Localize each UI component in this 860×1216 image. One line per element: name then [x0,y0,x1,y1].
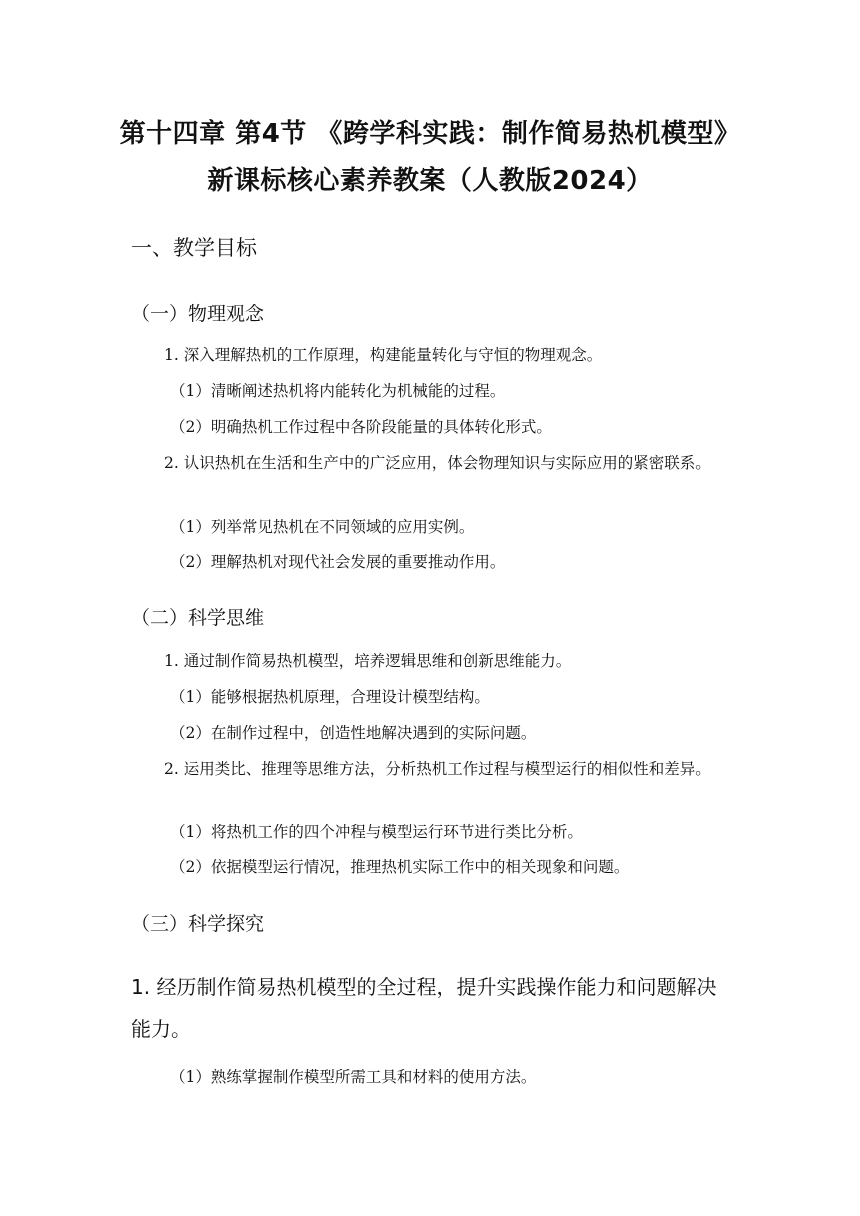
objective-item: 2. 运用类比、推理等思维方法，分析热机工作过程与模型运行的相似性和差异。 [164,760,711,778]
document-title-line-1: 第十四章 第4节 《跨学科实践：制作简易热机模型》 [119,119,741,149]
subsection-heading-physics-concepts: （一）物理观念 [131,303,265,325]
objective-subitem: （1）将热机工作的四个冲程与模型运行环节进行类比分析。 [170,823,583,841]
document-title-line-2: 新课标核心素养教案（人教版2024） [207,166,653,196]
objective-subitem: （1）熟练掌握制作模型所需工具和材料的使用方法。 [170,1068,537,1086]
subsection-heading-scientific-inquiry: （三）科学探究 [131,913,265,935]
objective-item: 2. 认识热机在生活和生产中的广泛应用，体会物理知识与实际应用的紧密联系。 [164,454,711,472]
objective-subitem: （1）清晰阐述热机将内能转化为机械能的过程。 [170,382,506,400]
objective-subitem: （1）能够根据热机原理，合理设计模型结构。 [170,688,490,706]
objective-subitem: （2）理解热机对现代社会发展的重要推动作用。 [170,553,506,571]
objective-subitem: （2）在制作过程中，创造性地解决遇到的实际问题。 [170,724,537,742]
objective-item: 1. 深入理解热机的工作原理，构建能量转化与守恒的物理观念。 [164,346,603,364]
objective-item: 1. 通过制作简易热机模型，培养逻辑思维和创新思维能力。 [164,652,572,670]
objective-subitem: （2）明确热机工作过程中各阶段能量的具体转化形式。 [170,418,552,436]
objective-subitem: （1）列举常见热机在不同领域的应用实例。 [170,518,475,536]
objective-item: 1. 经历制作简易热机模型的全过程，提升实践操作能力和问题解决能力。 [131,975,717,1041]
section-heading-teaching-objectives: 一、教学目标 [131,236,257,260]
objective-subitem: （2）依据模型运行情况，推理热机实际工作中的相关现象和问题。 [170,858,630,876]
subsection-heading-scientific-thinking: （二）科学思维 [131,607,265,629]
